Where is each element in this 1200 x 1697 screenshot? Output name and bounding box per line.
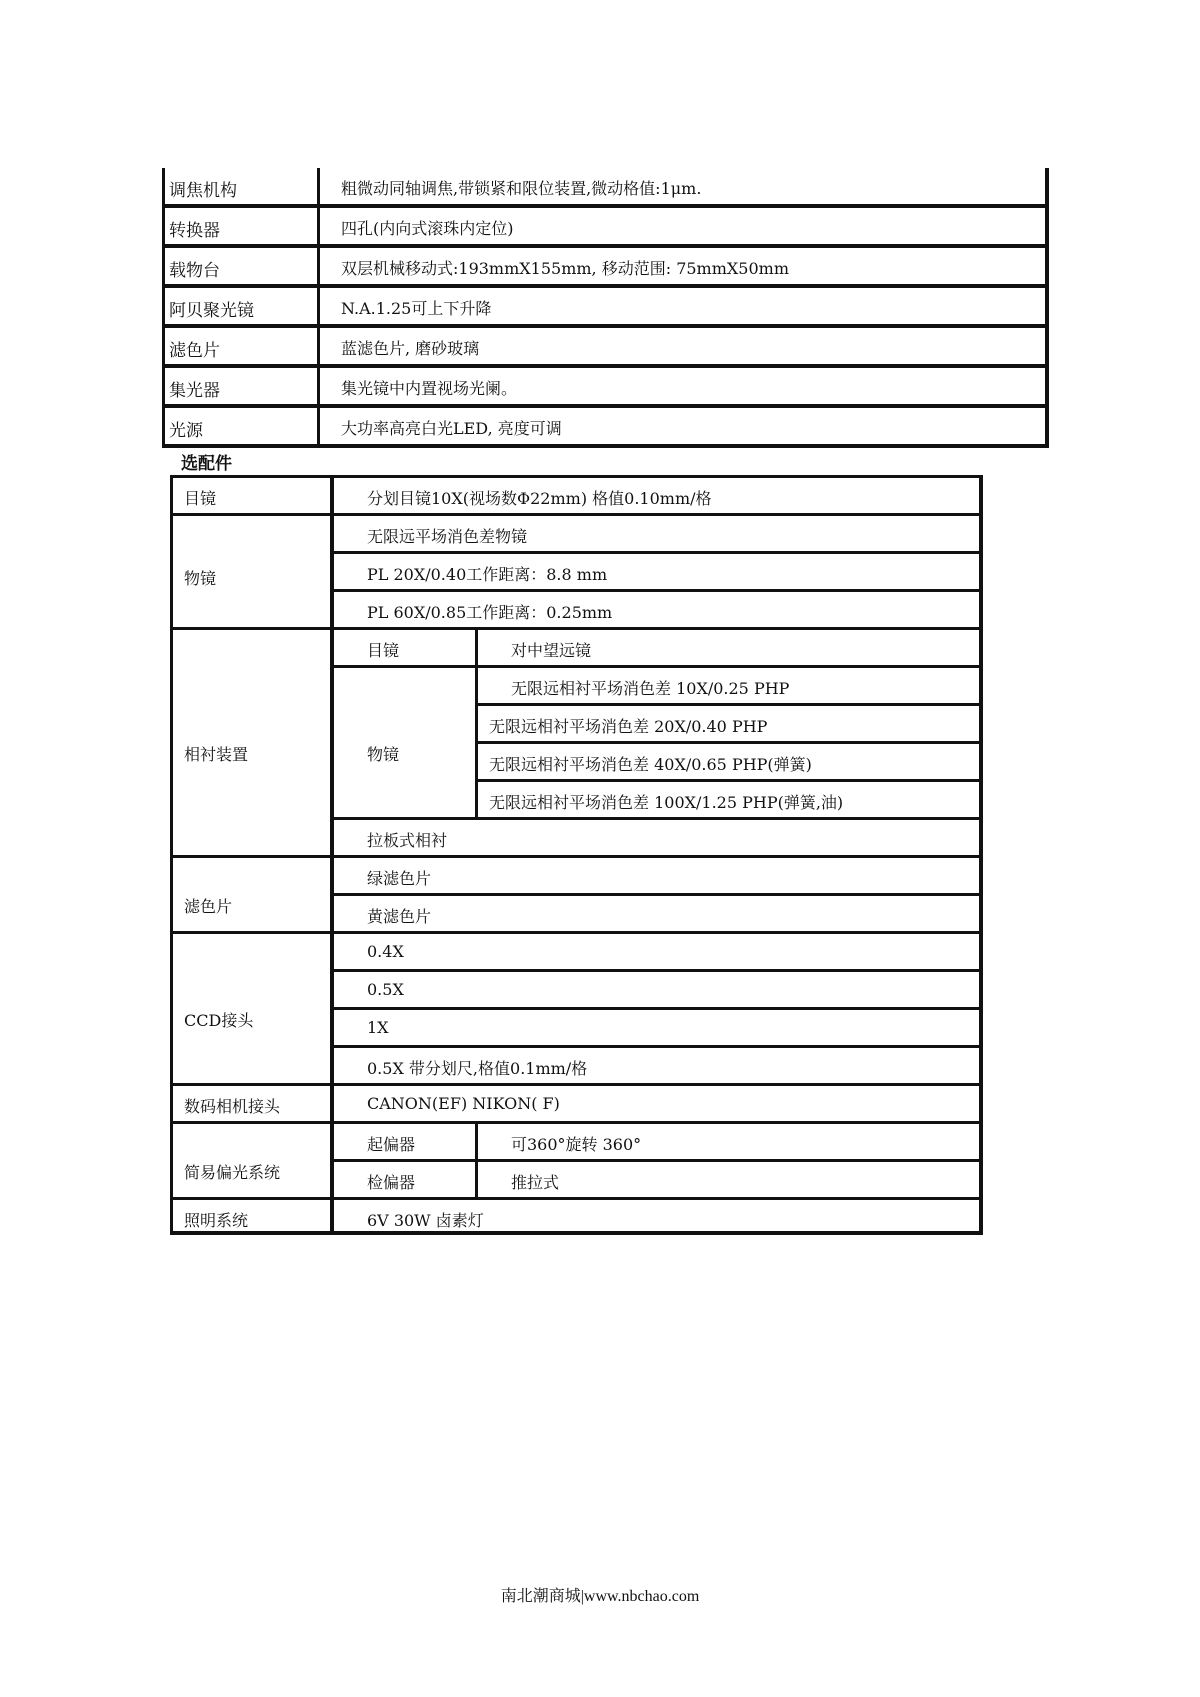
ccd-value-1: 0.4X <box>367 942 404 961</box>
column-separator <box>317 288 320 328</box>
row-line <box>330 969 982 972</box>
filter-value-2: 黄滤色片 <box>367 907 432 926</box>
spec-value: 粗微动同轴调焦,带锁紧和限位装置,微动格值:1μm. <box>341 179 702 198</box>
spec-row <box>162 368 1049 408</box>
row-line <box>475 741 982 744</box>
row-line <box>170 627 982 630</box>
objective-label: 物镜 <box>184 569 217 588</box>
ccd-value-3: 1X <box>367 1018 389 1037</box>
polarizer-value: 可360°旋转 360° <box>511 1135 642 1154</box>
column-separator <box>317 408 320 448</box>
phase-objective-2: 无限远相衬平场消色差 20X/0.40 PHP <box>489 717 768 736</box>
phase-label: 相衬装置 <box>184 745 249 764</box>
spec-label: 集光器 <box>169 381 220 401</box>
polarizer-label: 起偏器 <box>367 1135 416 1154</box>
spec-row <box>162 408 1049 448</box>
row-line <box>170 1083 982 1086</box>
spec-label: 光源 <box>169 421 203 441</box>
column-separator <box>317 208 320 248</box>
table-border-bottom <box>170 1231 982 1235</box>
spec-label: 载物台 <box>169 261 220 281</box>
spec-value: 蓝滤色片, 磨砂玻璃 <box>341 339 480 358</box>
phase-objective-3: 无限远相衬平场消色差 40X/0.65 PHP(弹簧) <box>489 755 812 774</box>
spec-row <box>162 328 1049 368</box>
spec-row <box>162 248 1049 288</box>
column-separator <box>317 368 320 408</box>
row-line <box>330 893 982 896</box>
analyzer-value: 推拉式 <box>511 1173 560 1192</box>
footer-text: 南北潮商城|www.nbchao.com <box>500 1588 700 1605</box>
objective-value-3: PL 60X/0.85工作距离：0.25mm <box>367 603 613 622</box>
objective-value-2: PL 20X/0.40工作距离：8.8 mm <box>367 565 608 584</box>
spec-value: 集光镜中内置视场光阑。 <box>341 379 518 398</box>
spec-value: N.A.1.25可上下升降 <box>341 299 492 318</box>
row-line <box>170 1121 982 1124</box>
spec-label: 阿贝聚光镜 <box>169 301 254 321</box>
column-separator <box>317 168 320 208</box>
filter-label: 滤色片 <box>184 897 233 916</box>
phase-objective-1: 无限远相衬平场消色差 10X/0.25 PHP <box>511 679 790 698</box>
spec-value: 四孔(内向式滚珠内定位) <box>341 219 514 238</box>
spec-label: 滤色片 <box>169 341 220 361</box>
phase-eyepiece-label: 目镜 <box>367 641 400 660</box>
row-line <box>475 703 982 706</box>
lighting-value: 6V 30W 卤素灯 <box>367 1211 484 1230</box>
polar-label: 简易偏光系统 <box>184 1163 281 1182</box>
spec-row <box>162 288 1049 328</box>
camera-value: CANON(EF) NIKON( F) <box>367 1094 560 1113</box>
row-line <box>330 1159 982 1162</box>
phase-eyepiece-value: 对中望远镜 <box>511 641 592 660</box>
spec-label: 转换器 <box>169 221 220 241</box>
eyepiece-value: 分划目镜10X(视场数Φ22mm) 格值0.10mm/格 <box>367 489 712 508</box>
row-line <box>330 551 982 554</box>
row-line <box>170 513 982 516</box>
objective-value-1: 无限远平场消色差物镜 <box>367 527 528 546</box>
row-line <box>330 589 982 592</box>
accessories-title: 选配件 <box>181 454 232 474</box>
spec-value: 双层机械移动式:193mmX155mm, 移动范围: 75mmX50mm <box>341 259 789 278</box>
phase-slider: 拉板式相衬 <box>367 831 448 850</box>
eyepiece-label: 目镜 <box>184 489 217 508</box>
spec-value: 大功率高亮白光LED, 亮度可调 <box>341 419 562 438</box>
column-separator <box>317 248 320 288</box>
row-line <box>330 817 982 820</box>
ccd-value-4: 0.5X 带分划尺,格值0.1mm/格 <box>367 1059 588 1078</box>
ccd-value-2: 0.5X <box>367 980 404 999</box>
phase-objective-label: 物镜 <box>367 745 400 764</box>
camera-label: 数码相机接头 <box>184 1097 281 1116</box>
ccd-label: CCD接头 <box>184 1011 254 1030</box>
phase-objective-4: 无限远相衬平场消色差 100X/1.25 PHP(弹簧,油) <box>489 793 844 812</box>
filter-value-1: 绿滤色片 <box>367 869 432 888</box>
row-line <box>170 931 982 934</box>
row-line <box>170 855 982 858</box>
row-line <box>330 1007 982 1010</box>
spec-row <box>162 208 1049 248</box>
subcolumn-separator <box>475 627 478 817</box>
spec-label: 调焦机构 <box>169 181 237 201</box>
table-border-top <box>170 475 982 478</box>
row-line <box>170 1197 982 1200</box>
row-line <box>330 1045 982 1048</box>
column-separator <box>317 328 320 368</box>
analyzer-label: 检偏器 <box>367 1173 416 1192</box>
spec-table <box>162 168 1049 448</box>
row-line <box>330 665 982 668</box>
lighting-label: 照明系统 <box>184 1211 249 1230</box>
row-line <box>475 779 982 782</box>
accessories-table <box>170 475 982 1235</box>
spec-row <box>162 168 1049 208</box>
